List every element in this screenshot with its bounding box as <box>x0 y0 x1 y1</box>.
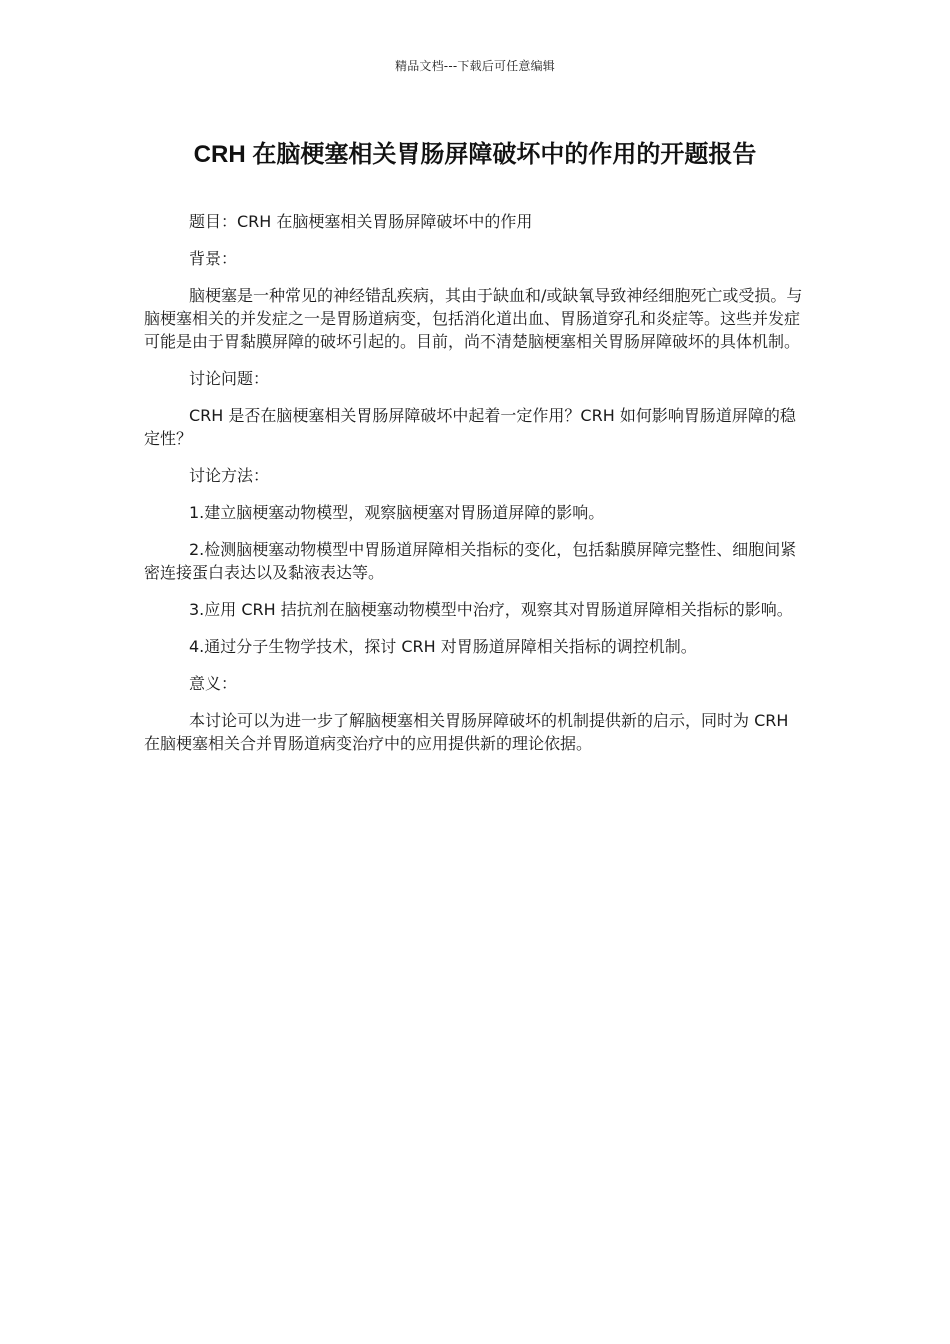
background-heading: 背景： <box>189 249 238 268</box>
question-paragraph: CRH 是否在脑梗塞相关胃肠屏障破坏中起着一定作用？CRH 如何影响胃肠道屏障的稳定性？ <box>144 406 796 448</box>
document-body <box>144 210 806 769</box>
header-note: 精品文档---下载后可任意编辑 <box>395 59 555 73</box>
topic-line: 题目：CRH 在脑梗塞相关胃肠屏障破坏中的作用 <box>189 212 533 231</box>
background-paragraph: 脑梗塞是一种常见的神经错乱疾病，其由于缺血和/或缺氧导致神经细胞死亡或受损。与脑梗塞相关的并发症之一是胃肠道病变，包括消化道出血、胃肠道穿孔和炎症等。这些并发症可能是由于胃黏膜屏障的破坏引起的。目前，尚不清楚脑梗塞相关胃肠屏障破坏的具体机制。 <box>144 286 803 351</box>
method-heading: 讨论方法： <box>189 466 270 485</box>
significance-paragraph: 本讨论可以为进一步了解脑梗塞相关胃肠屏障破坏的机制提供新的启示，同时为 CRH 在脑梗塞相关合并胃肠道病变治疗中的应用提供新的理论依据。 <box>144 711 789 753</box>
method-item-3: 3.应用 CRH 拮抗剂在脑梗塞动物模型中治疗，观察其对胃肠道屏障相关指标的影响。 <box>189 600 793 619</box>
question-heading: 讨论问题： <box>189 369 270 388</box>
document-title: CRH 在脑梗塞相关胃肠屏障破坏中的作用的开题报告 <box>193 141 757 168</box>
method-item-1: 1.建立脑梗塞动物模型，观察脑梗塞对胃肠道屏障的影响。 <box>189 503 605 522</box>
significance-heading: 意义： <box>189 674 238 693</box>
method-item-2: 2.检测脑梗塞动物模型中胃肠道屏障相关指标的变化，包括黏膜屏障完整性、细胞间紧密连接蛋白表达以及黏液表达等。 <box>144 540 797 582</box>
method-item-4: 4.通过分子生物学技术，探讨 CRH 对胃肠道屏障相关指标的调控机制。 <box>189 637 697 656</box>
